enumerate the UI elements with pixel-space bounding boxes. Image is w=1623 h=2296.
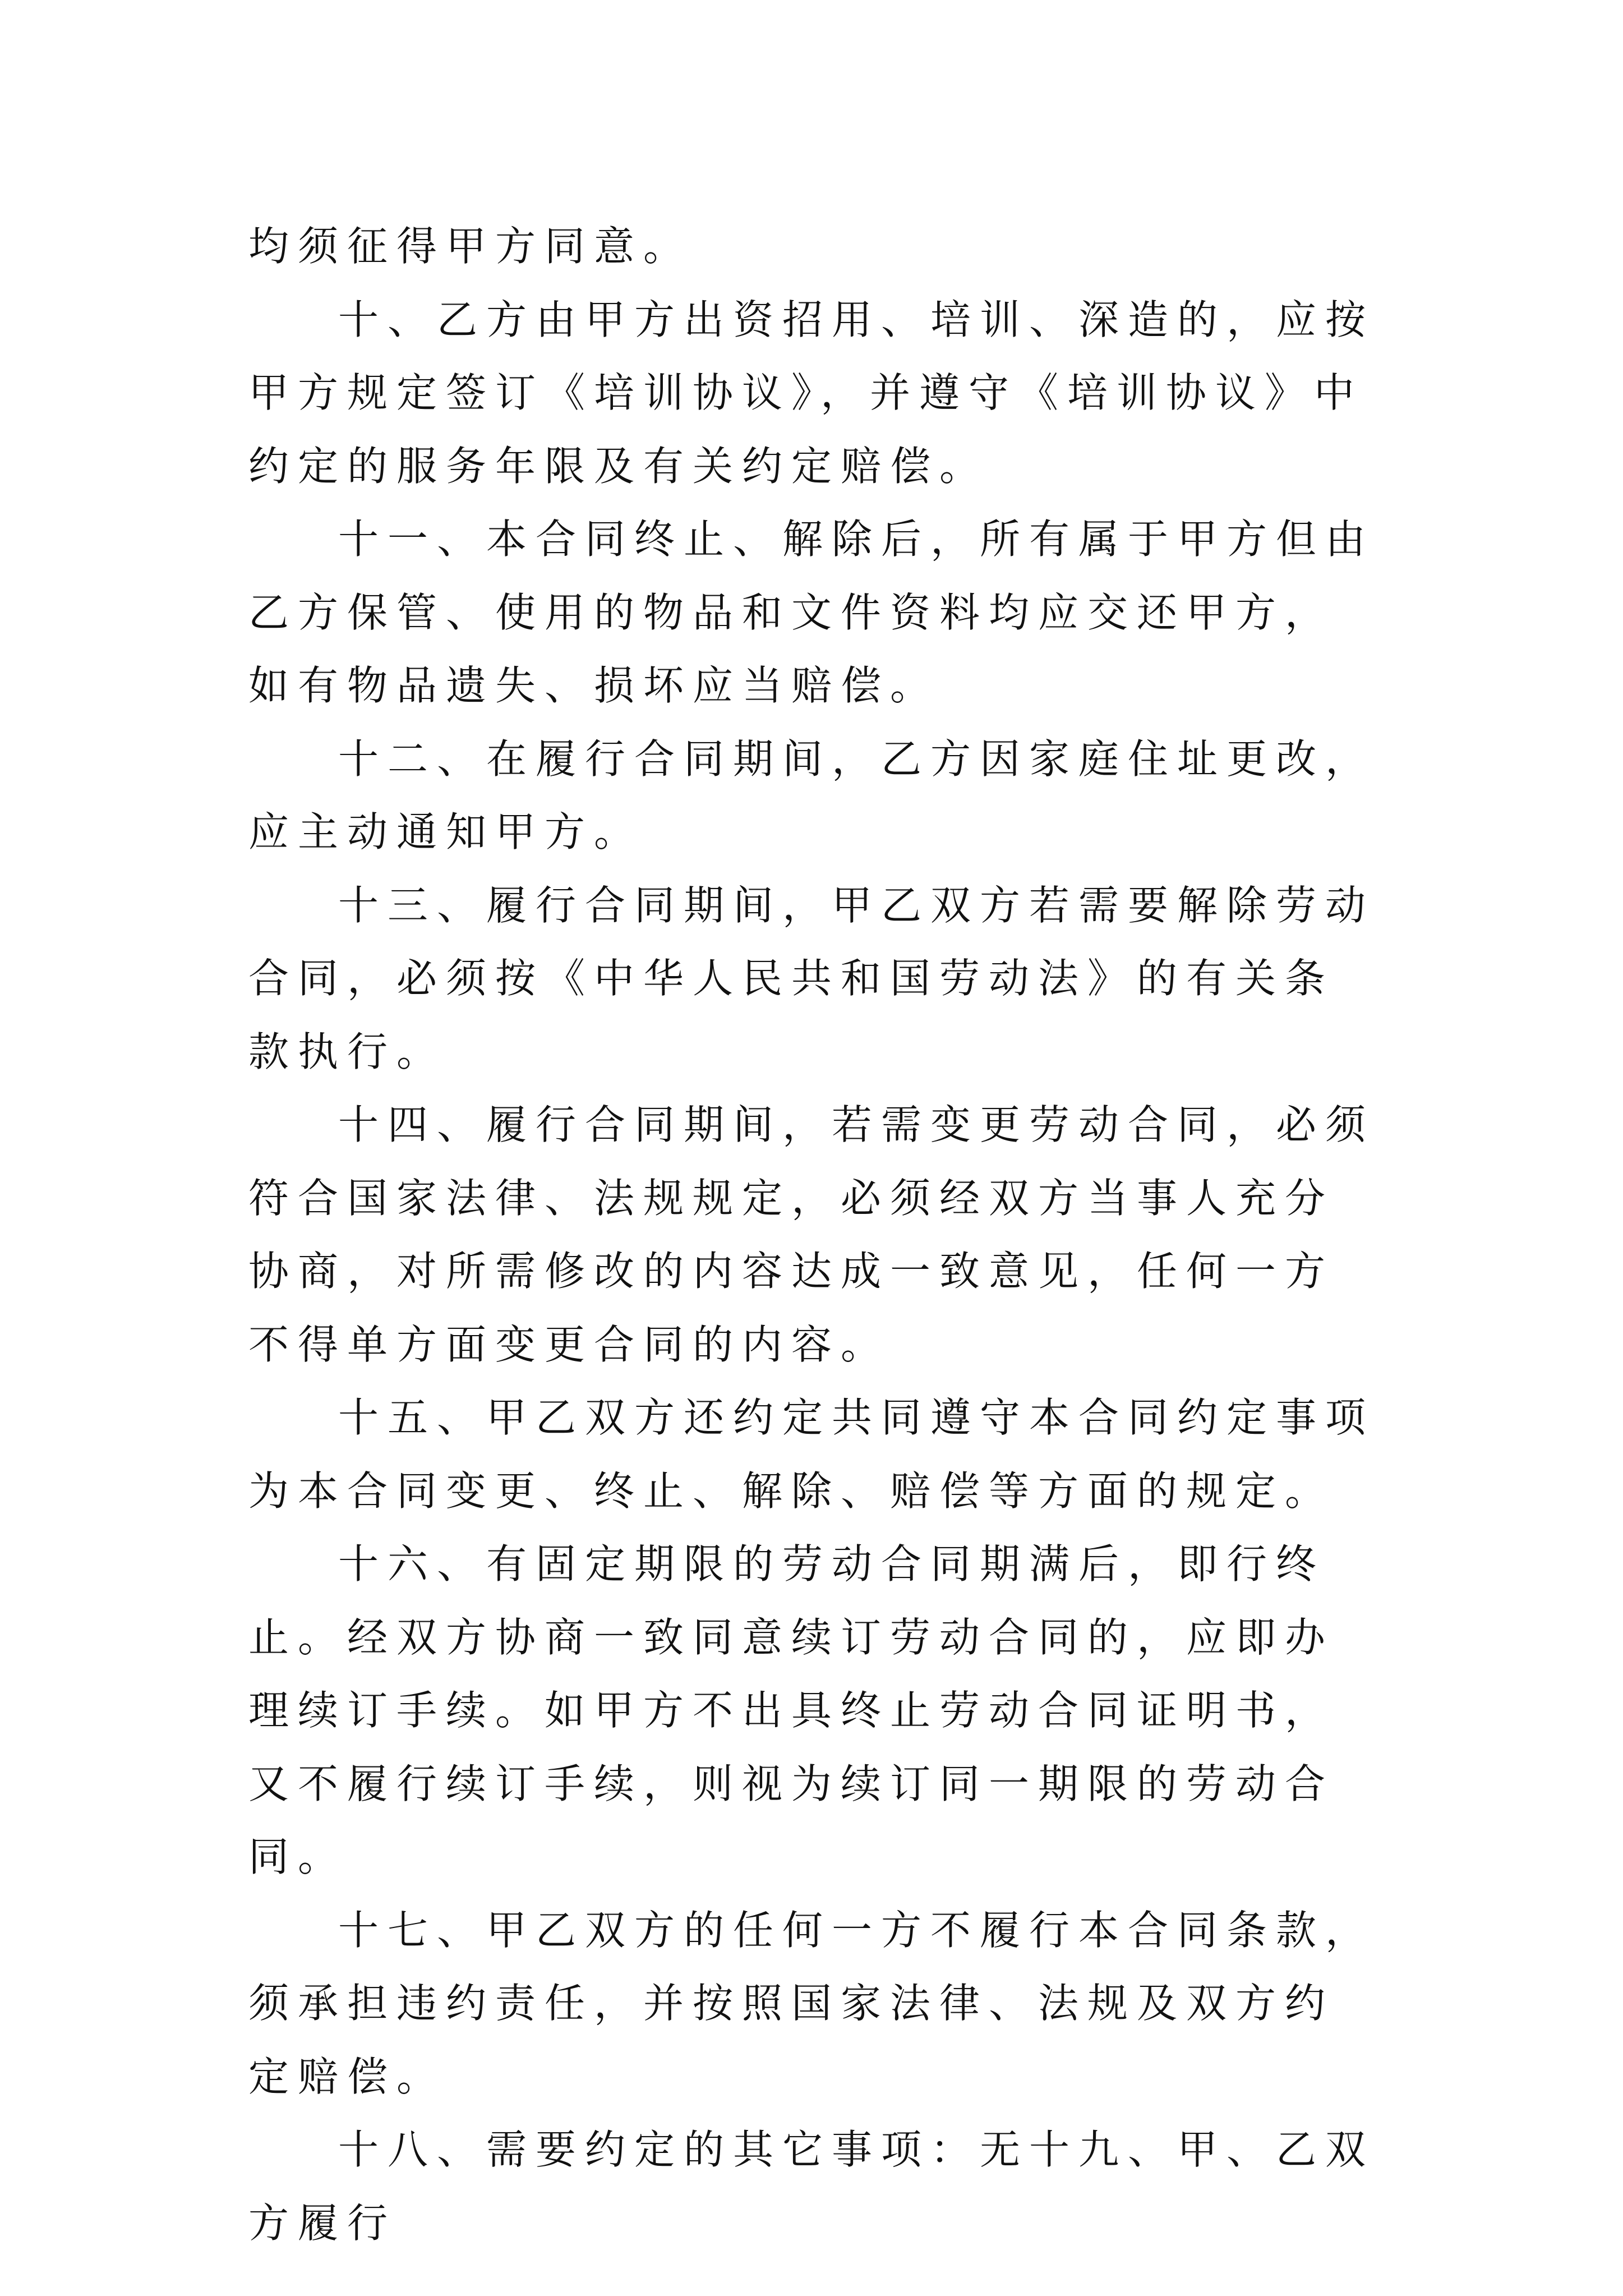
clause-12: 十二、在履行合同期间，乙方因家庭住址更改，应主动通知甲方。 [248, 735, 1375, 855]
clause-11: 十一、本合同终止、解除后，所有属于甲方但由乙方保管、使用的物品和文件资料均应交还甲方，如有物品遗失、损坏应当赔偿。 [248, 516, 1375, 709]
clause-14: 十四、履行合同期间，若需变更劳动合同，必须符合国家法律、法规规定，必须经双方当事人充分协商，对所需修改的内容达成一致意见，任何一方不得单方面变更合同的内容。 [248, 1101, 1375, 1368]
clause-17: 十七、甲乙双方的任何一方不履行本合同条款，须承担违约责任，并按照国家法律、法规及双方约定赔偿。 [248, 1906, 1375, 2100]
clause-13: 十三、履行合同期间，甲乙双方若需要解除劳动合同，必须按《中华人民共和国劳动法》的有关条款执行。 [248, 881, 1375, 1075]
clause-16: 十六、有固定期限的劳动合同期满后，即行终止。经双方协商一致同意续订劳动合同的，应即办理续订手续。如甲方不出具终止劳动合同证明书，又不履行续订手续，则视为续订同一期限的劳动合同。 [248, 1540, 1335, 1880]
clause-18: 十八、需要约定的其它事项：无十九、甲、乙双方履行 [248, 2126, 1375, 2247]
contract-body [248, 210, 1379, 2260]
paragraph-continuation: 均须征得甲方同意。 [248, 223, 693, 270]
clause-10: 十、乙方由甲方出资招用、培训、深造的，应按甲方规定签订《培训协议》，并遵守《培训协议》中约定的服务年限及有关约定赔偿。 [248, 296, 1375, 490]
clause-15: 十五、甲乙双方还约定共同遵守本合同约定事项为本合同变更、终止、解除、赔偿等方面的规定。 [248, 1394, 1375, 1515]
